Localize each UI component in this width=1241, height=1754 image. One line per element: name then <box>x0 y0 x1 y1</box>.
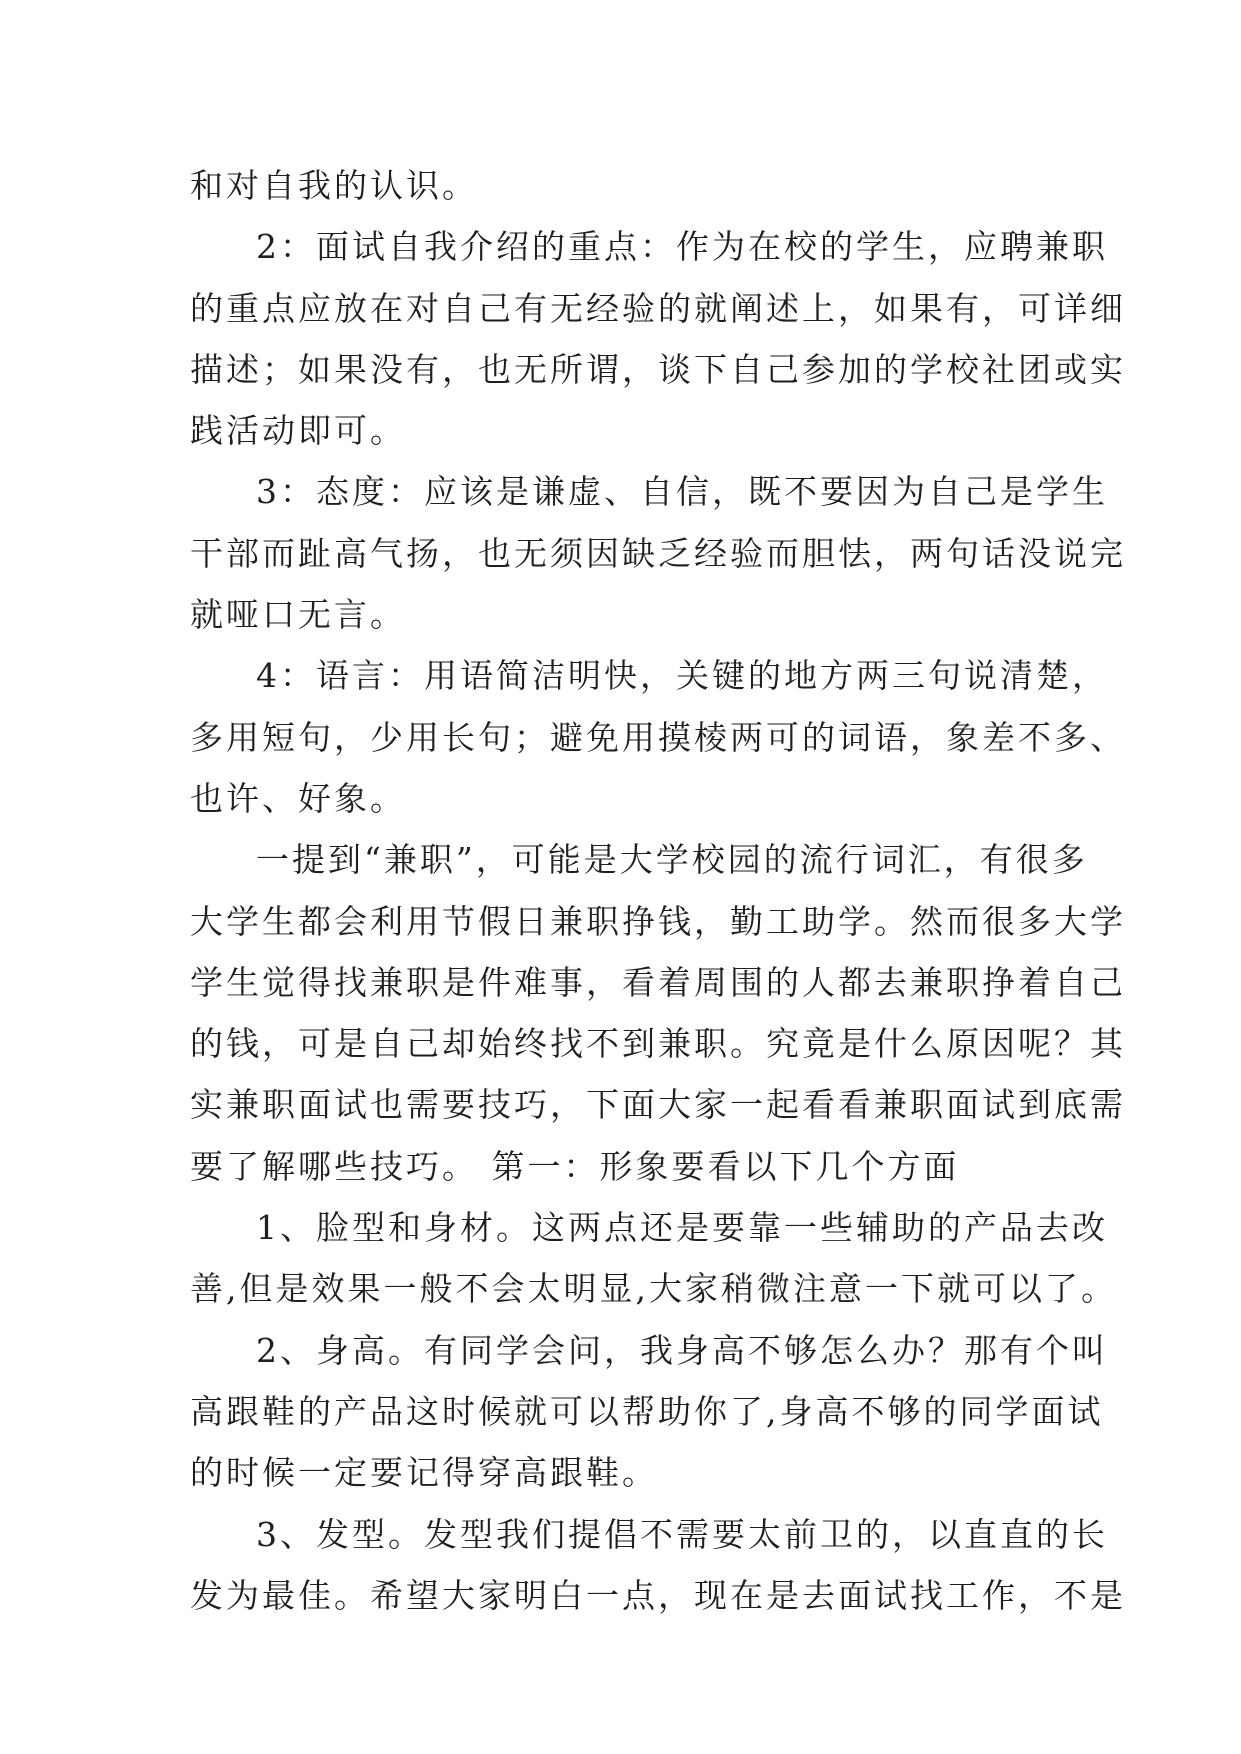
text-line: 高跟鞋的产品这时候就可以帮助你了,身高不够的同学面试 <box>190 1391 1104 1431</box>
text-line: 2、身高。有同学会问，我身高不够怎么办？那有个叫 <box>256 1330 1108 1370</box>
text-line: 善,但是效果一般不会太明显,大家稍微注意一下就可以了。 <box>190 1269 1117 1309</box>
text-line: 践活动即可。 <box>190 411 406 451</box>
text-line: 的重点应放在对自己有无经验的就阐述上，如果有，可详细 <box>190 288 1126 328</box>
text-line: 3：态度：应该是谦虚、自信，既不要因为自己是学生 <box>256 472 1108 512</box>
text-line: 的钱，可是自己却始终找不到兼职。究竟是什么原因呢？其 <box>190 1024 1126 1064</box>
text-line: 4：语言：用语简洁明快，关键的地方两三句说清楚， <box>256 656 1108 696</box>
document-body <box>190 155 1126 1626</box>
text-line: 就哑口无言。 <box>190 595 406 635</box>
text-line: 大学生都会利用节假日兼职挣钱，勤工助学。然而很多大学 <box>190 901 1126 941</box>
text-line: 描述；如果没有，也无所谓，谈下自己参加的学校社团或实 <box>190 349 1126 389</box>
text-line: 一提到“兼职”，可能是大学校园的流行词汇，有很多 <box>256 840 1088 880</box>
text-line: 2：面试自我介绍的重点：作为在校的学生，应聘兼职 <box>256 227 1108 267</box>
text-line: 要了解哪些技巧。 第一：形象要看以下几个方面 <box>190 1146 960 1186</box>
text-line: 和对自我的认识。 <box>190 166 478 205</box>
text-line: 的时候一定要记得穿高跟鞋。 <box>190 1453 658 1493</box>
text-line: 实兼职面试也需要技巧，下面大家一起看看兼职面试到底需 <box>190 1085 1126 1125</box>
text-line: 学生觉得找兼职是件难事，看着周围的人都去兼职挣着自己 <box>190 962 1126 1002</box>
text-line: 3、发型。发型我们提倡不需要太前卫的，以直直的长 <box>256 1514 1108 1554</box>
text-line: 发为最佳。希望大家明白一点，现在是去面试找工作，不是 <box>190 1575 1126 1615</box>
text-line: 1、脸型和身材。这两点还是要靠一些辅助的产品去改 <box>256 1208 1108 1248</box>
text-line: 多用短句，少用长句；避免用摸棱两可的词语，象差不多、 <box>190 717 1126 757</box>
text-line: 也许、好象。 <box>190 778 406 818</box>
text-line: 干部而趾高气扬，也无须因缺乏经验而胆怯，两句话没说完 <box>190 533 1126 573</box>
